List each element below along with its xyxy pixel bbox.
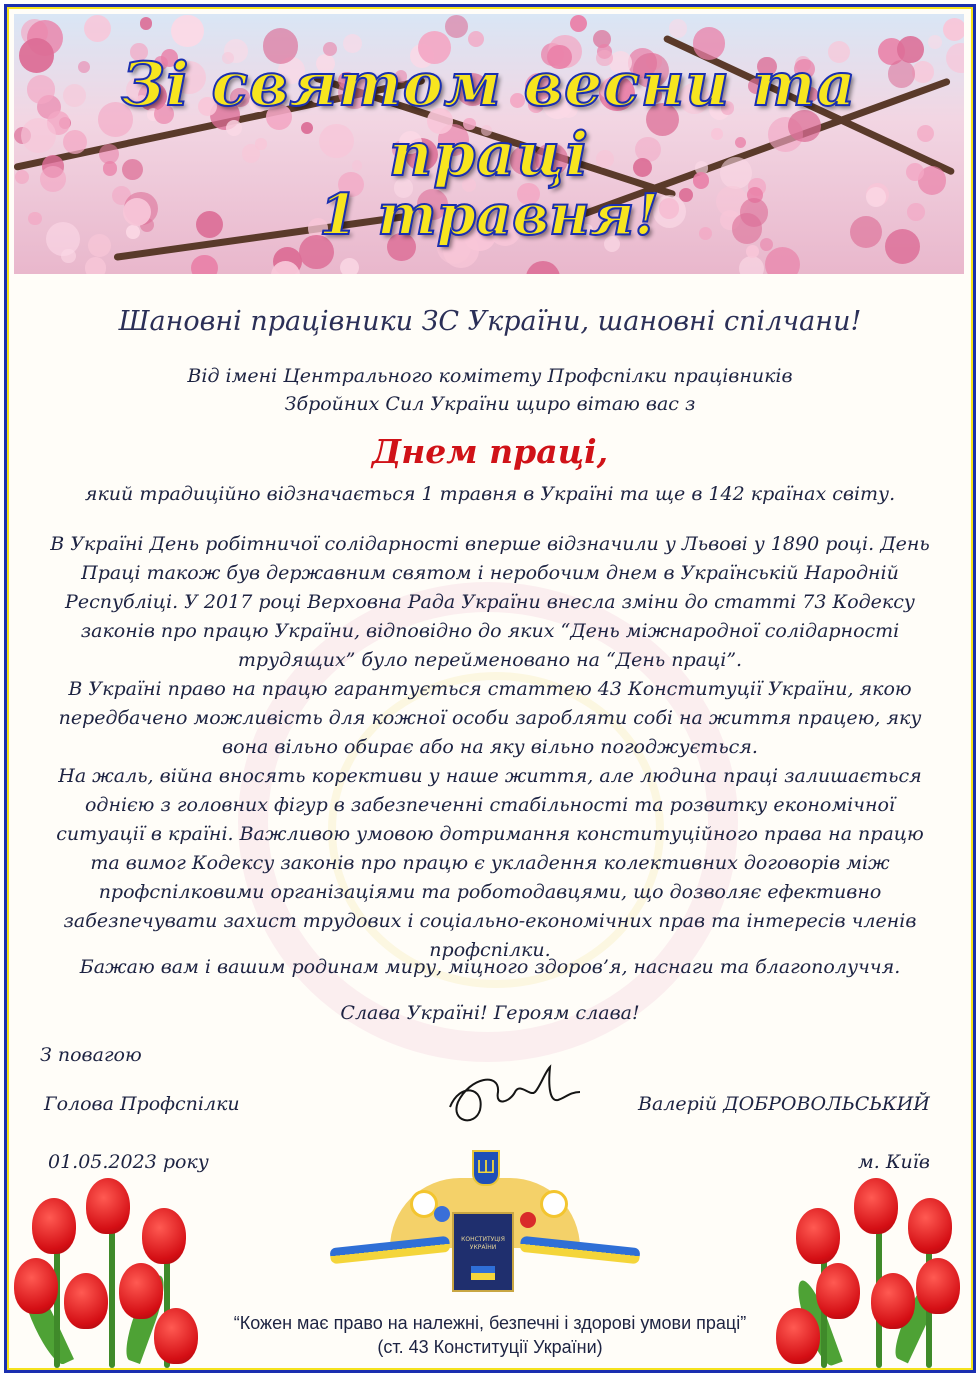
handwritten-signature [440, 1062, 590, 1132]
tulip-flower [119, 1263, 163, 1319]
intro-line-1: Від імені Центрального комітету Профспілки працівників [187, 365, 793, 387]
blossom-flower [340, 258, 359, 274]
blossom-flower [140, 17, 152, 29]
blossom-flower [468, 31, 484, 47]
blossom-flower [526, 261, 560, 274]
holiday-title: Днем праці, [371, 432, 609, 471]
constitution-quote: “Кожен має право на належні, безпечні і здорові умови праці” [233, 1313, 747, 1333]
cornflower [434, 1206, 450, 1222]
tulip-flower [86, 1178, 130, 1234]
constitution-emblem [330, 1150, 640, 1300]
daisy-flower [540, 1190, 568, 1218]
holiday-note: який традиційно відзначається 1 травня в Україні та ще в 142 країнах світу. [84, 483, 896, 505]
signer-position: Голова Профспілки [44, 1093, 240, 1115]
blossom-flower [85, 257, 106, 274]
paragraph-constitution: В Україні право на працю гарантується статтею 43 Конституції України, якою передбачено можливість для кожної особи заробляти собі на життя працею, яку вона вільно обирає або на яку вільно погоджується. [58, 678, 922, 758]
glory-text: Слава Україні! Героям слава! [340, 1002, 640, 1024]
trident-icon: Ш [472, 1150, 500, 1186]
poppy-flower [520, 1212, 536, 1228]
tulip-flower [142, 1208, 186, 1264]
blossom-flower [84, 15, 111, 42]
tulip-flower [854, 1178, 898, 1234]
letter-body [40, 530, 940, 965]
signer-name: Валерій ДОБРОВОЛЬСЬКИЙ [638, 1093, 930, 1115]
signature-city: м. Київ [858, 1151, 930, 1173]
ukraine-flag-icon [471, 1266, 495, 1280]
blossom-banner [14, 14, 964, 274]
banner-title-line1: Зі святом весни та праці [121, 50, 857, 190]
blossom-flower [445, 15, 468, 38]
tulip-flower [916, 1258, 960, 1314]
blossom-flower [765, 247, 800, 274]
signature-date: 01.05.2023 року [48, 1151, 209, 1173]
ribbon-right [519, 1236, 640, 1264]
paragraph-history: В Україні День робітничої солідарності вперше відзначили у Львові у 1890 році. День Праці також був державним святом і неробочим днем в Українській Народній Республіці. У 2017 році Верховна Рада України внесла зміни до статті 73 Кодексу законів про працю України, відповідно до яких “День міжнародної солідарності трудящих” було перейменовано на “День праці”. [50, 533, 930, 671]
banner-title-line2: 1 травня! [319, 182, 659, 248]
intro-text [0, 362, 980, 418]
tulip-flower [14, 1258, 58, 1314]
intro-line-2: Збройних Сил України щиро вітаю вас з [284, 393, 696, 415]
blossom-flower [669, 19, 688, 38]
book-title: КОНСТИТУЦІЯ УКРАЇНИ [461, 1236, 505, 1251]
quote-source: (ст. 43 Конституції України) [377, 1337, 603, 1357]
tulip-flower [32, 1198, 76, 1254]
constitution-book [452, 1212, 514, 1292]
blossom-flower [943, 18, 964, 41]
regards-text: З повагою [40, 1044, 142, 1066]
wish-text: Бажаю вам і вашим родинам миру, міцного здоров’я, наснаги та благополуччя. [79, 956, 901, 978]
tulip-flower [908, 1198, 952, 1254]
greeting-heading: Шановні працівники ЗС України, шановні спілчани! [118, 306, 862, 337]
tulip-flower [816, 1263, 860, 1319]
blossom-flower [570, 15, 587, 32]
tulip-flower [796, 1208, 840, 1264]
paragraph-war: На жаль, війна вносять корективи у наше життя, але людина праці залишається однією з головних фігур в забезпеченні стабільності та розвитку економічної ситуації в країні. Важливою умовою дотримання конституційного права на працю та вимог Кодексу законів про працю є укладення колективних договорів між профспілковими організаціями та роботодавцями, що дозволяє ефективно забезпечувати захист трудових і соціально-економічних прав та інтересів членів профспілки. [56, 765, 924, 961]
blossom-flower [739, 256, 764, 274]
blossom-flower [171, 15, 204, 48]
blossom-flower [191, 255, 218, 274]
blossom-flower [928, 35, 942, 49]
